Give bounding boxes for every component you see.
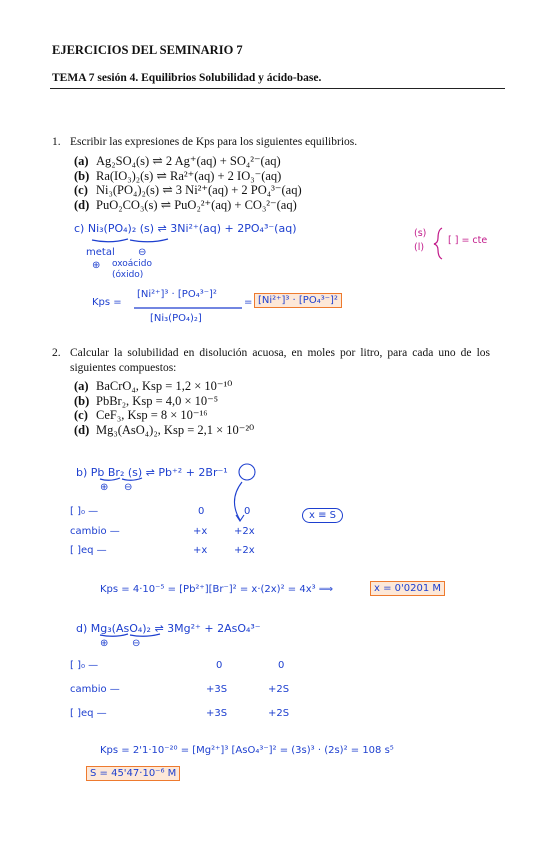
hw-reaction-d: d) Mg₃(AsO₄)₂ ⇌ 3Mg²⁺ + 2AsO₄³⁻ [76, 622, 261, 635]
hw-cell: +3S [206, 708, 228, 719]
hw-plus-sign: ⊕ [92, 260, 101, 271]
hw-metal-label: metal [86, 247, 115, 258]
hw-kps-label: Kps = [92, 297, 122, 308]
hw-kps-equals: = [244, 297, 253, 308]
equation-item: (a) Ag₂SO₄(s) ⇌ 2 Ag⁺(aq) + SO₄²⁻(aq) [74, 154, 281, 168]
equation-item: (c) Ni₃(PO₄)₂(s) ⇌ 3 Ni²⁺(aq) + 2 PO₄³⁻(aq) [74, 183, 302, 197]
hw-kps-denominator: [Ni₃(PO₄)₂] [150, 313, 202, 324]
underline-stroke [122, 478, 142, 480]
hw-row-initial: [ ]₀ — [70, 660, 99, 671]
hw-row-change: cambio — [70, 684, 120, 695]
question-text: Calcular la solubilidad en disolución acuosa, en moles por litro, para cada uno de los siguientes compuestos: [70, 347, 490, 374]
hw-side-solid: (s) [414, 228, 427, 239]
circle-stroke [239, 464, 255, 480]
brace-stroke [434, 228, 442, 259]
hw-cell: 0 [278, 660, 285, 671]
compound-item: (c) CeF₃, Ksp = 8 × 10⁻¹⁶ [74, 408, 208, 422]
underline-stroke [130, 239, 168, 242]
hw-note-x-equals-s: x ≡ S [302, 508, 343, 523]
hw-cell: +2S [268, 708, 290, 719]
arrow-stroke [234, 482, 242, 520]
equation-item: (b) Ra(IO₃)₂(s) ⇌ Ra²⁺(aq) + 2 IO₃⁻(aq) [74, 168, 282, 183]
underline-stroke [130, 634, 160, 636]
hw-oxoacido-label: oxoácido [112, 259, 152, 269]
hw-cell: +x [193, 545, 208, 556]
hw-kps-result-box: [Ni²⁺]³ · [PO₄³⁻]² [254, 293, 342, 308]
arrow-head [236, 515, 244, 521]
underline-stroke [100, 634, 128, 636]
hw-cell: 0 [216, 660, 223, 671]
hw-cell: +3S [206, 684, 228, 695]
hw-cell: +x [193, 526, 208, 537]
hw-reaction-b: b) Pb Br₂ (s) ⇌ Pb⁺² + 2Br⁻¹ [76, 466, 228, 479]
hw-kps-numerator: [Ni²⁺]³ · [PO₄³⁻]² [137, 289, 217, 300]
hw-minus-sign: ⊖ [138, 247, 147, 258]
hw-row-change: cambio — [70, 526, 120, 537]
equation-item: (d) PuO₂CO₃(s) ⇌ PuO₂²⁺(aq) + CO₃²⁻(aq) [74, 197, 297, 212]
hw-row-initial: [ ]₀ — [70, 506, 99, 517]
compound-item: (d) Mg₃(AsO₄)₂, Ksp = 2,1 × 10⁻²⁰ [74, 422, 255, 437]
hw-side-liquid: (l) [414, 242, 425, 253]
hw-row-equilibrium: [ ]eq — [70, 545, 107, 556]
question-number: 1. [52, 136, 61, 148]
hw-cell: 0 [244, 506, 251, 517]
compound-item: (b) PbBr₂, Ksp = 4,0 × 10⁻⁵ [74, 393, 219, 408]
hw-kps-d: Kps = 2'1·10⁻²⁰ = [Mg²⁺]³ [AsO₄³⁻]² = (3s)³ · (2s)² = 108 s⁵ [100, 745, 394, 756]
page-title: EJERCICIOS DEL SEMINARIO 7 [52, 43, 243, 57]
hw-side-note: [ ] = cte [448, 235, 488, 246]
hw-plus-sign: ⊕ [100, 638, 109, 649]
hw-cell: +2x [234, 526, 255, 537]
hw-result-b-box: x = 0'0201 M [370, 581, 445, 596]
hw-reaction-c: c) Ni₃(PO₄)₂ (s) ⇌ 3Ni²⁺(aq) + 2PO₄³⁻(aq) [74, 222, 297, 235]
hw-oxido-label: (óxido) [112, 270, 144, 280]
hw-row-equilibrium: [ ]eq — [70, 708, 107, 719]
hw-cell: +2S [268, 684, 290, 695]
hw-kps-b: Kps = 4·10⁻⁵ = [Pb²⁺][Br⁻]² = x·(2x)² = 4x³ ⟹ [100, 584, 334, 595]
underline-stroke [92, 239, 128, 242]
question-number: 2. [52, 347, 61, 359]
hw-plus-sign: ⊕ [100, 482, 109, 493]
hw-cell: 0 [198, 506, 205, 517]
hw-minus-sign: ⊖ [124, 482, 133, 493]
hw-result-d-box: S = 45'47·10⁻⁶ M [86, 766, 180, 781]
underline-stroke [100, 478, 120, 480]
hw-cell: +2x [234, 545, 255, 556]
page-subtitle: TEMA 7 sesión 4. Equilibrios Solubilidad y ácido-base. [52, 72, 322, 84]
compound-item: (a) BaCrO₄, Ksp = 1,2 × 10⁻¹⁰ [74, 379, 233, 393]
question-text: Escribir las expresiones de Kps para los siguientes equilibrios. [70, 136, 358, 148]
hw-minus-sign: ⊖ [132, 638, 141, 649]
